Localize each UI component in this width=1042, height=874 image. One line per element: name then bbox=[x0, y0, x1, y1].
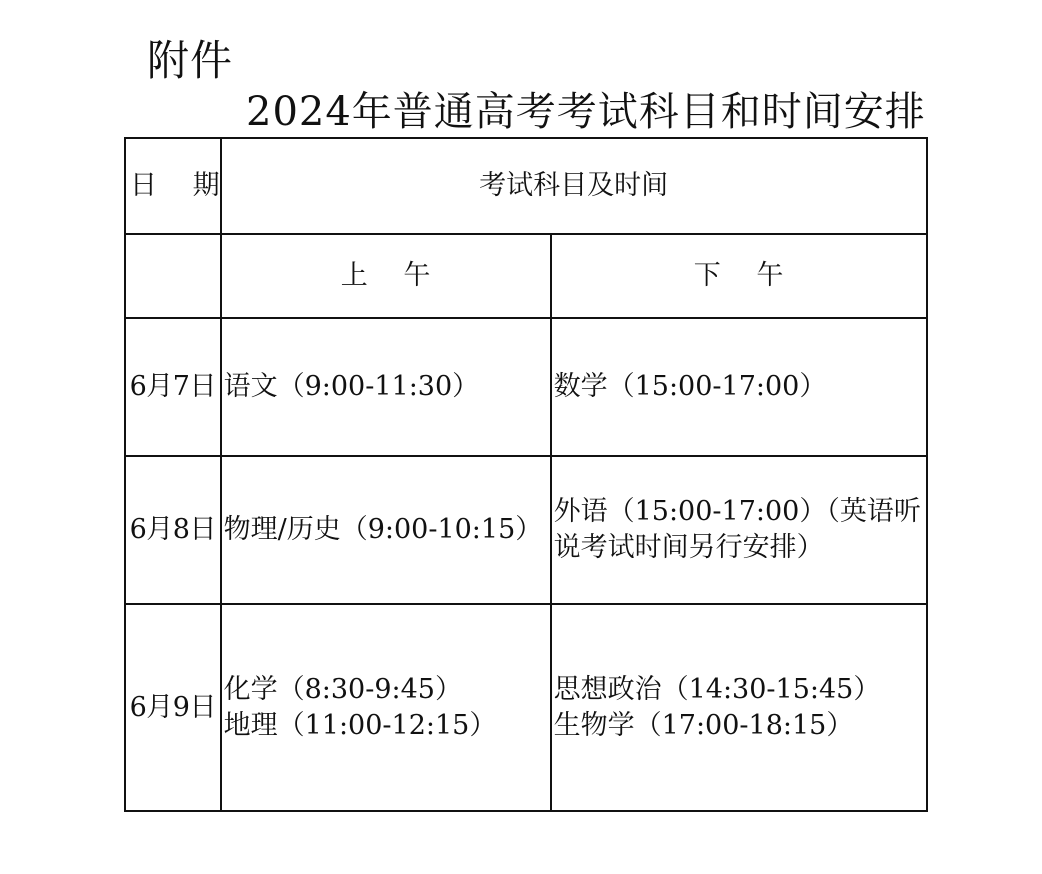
afternoon-exams-cell bbox=[551, 318, 927, 456]
empty-date-cell bbox=[125, 234, 221, 318]
table-row bbox=[125, 456, 927, 604]
document-title: 2024年普通高考考试科目和时间安排 bbox=[246, 89, 926, 135]
exam-entry: 外语（15:00-17:00）（英语听说考试时间另行安排） bbox=[553, 496, 921, 563]
exam-entry: 思想政治（14:30-15:45） bbox=[553, 673, 881, 705]
exam-entry: 地理（11:00-12:15） bbox=[223, 709, 497, 741]
morning-exams-cell bbox=[221, 456, 551, 604]
table-subheader-row bbox=[125, 234, 927, 318]
exam-entry: 物理/历史（9:00-10:15） bbox=[223, 514, 543, 545]
exam-entry: 语文（9:00-11:30） bbox=[223, 371, 480, 402]
date-cell: 6月8日 bbox=[125, 456, 221, 604]
date-column-header: 日 期 bbox=[125, 138, 221, 234]
table-row bbox=[125, 318, 927, 456]
subjects-time-header: 考试科目及时间 bbox=[221, 138, 927, 234]
exam-entry: 生物学（17:00-18:15） bbox=[553, 709, 854, 741]
morning-exams-cell bbox=[221, 604, 551, 811]
date-cell: 6月9日 bbox=[125, 604, 221, 811]
afternoon-exams-cell bbox=[551, 456, 927, 604]
date-cell: 6月7日 bbox=[125, 318, 221, 456]
exam-entry: 数学（15:00-17:00） bbox=[553, 371, 827, 402]
exam-schedule-table bbox=[124, 137, 928, 812]
afternoon-header: 下 午 bbox=[551, 234, 927, 318]
afternoon-exams-cell bbox=[551, 604, 927, 811]
morning-exams-cell bbox=[221, 318, 551, 456]
table-row bbox=[125, 604, 927, 811]
table-header-row bbox=[125, 138, 927, 234]
exam-entry: 化学（8:30-9:45） bbox=[223, 673, 462, 705]
attachment-label: 附件 bbox=[147, 36, 234, 85]
morning-header: 上 午 bbox=[221, 234, 551, 318]
